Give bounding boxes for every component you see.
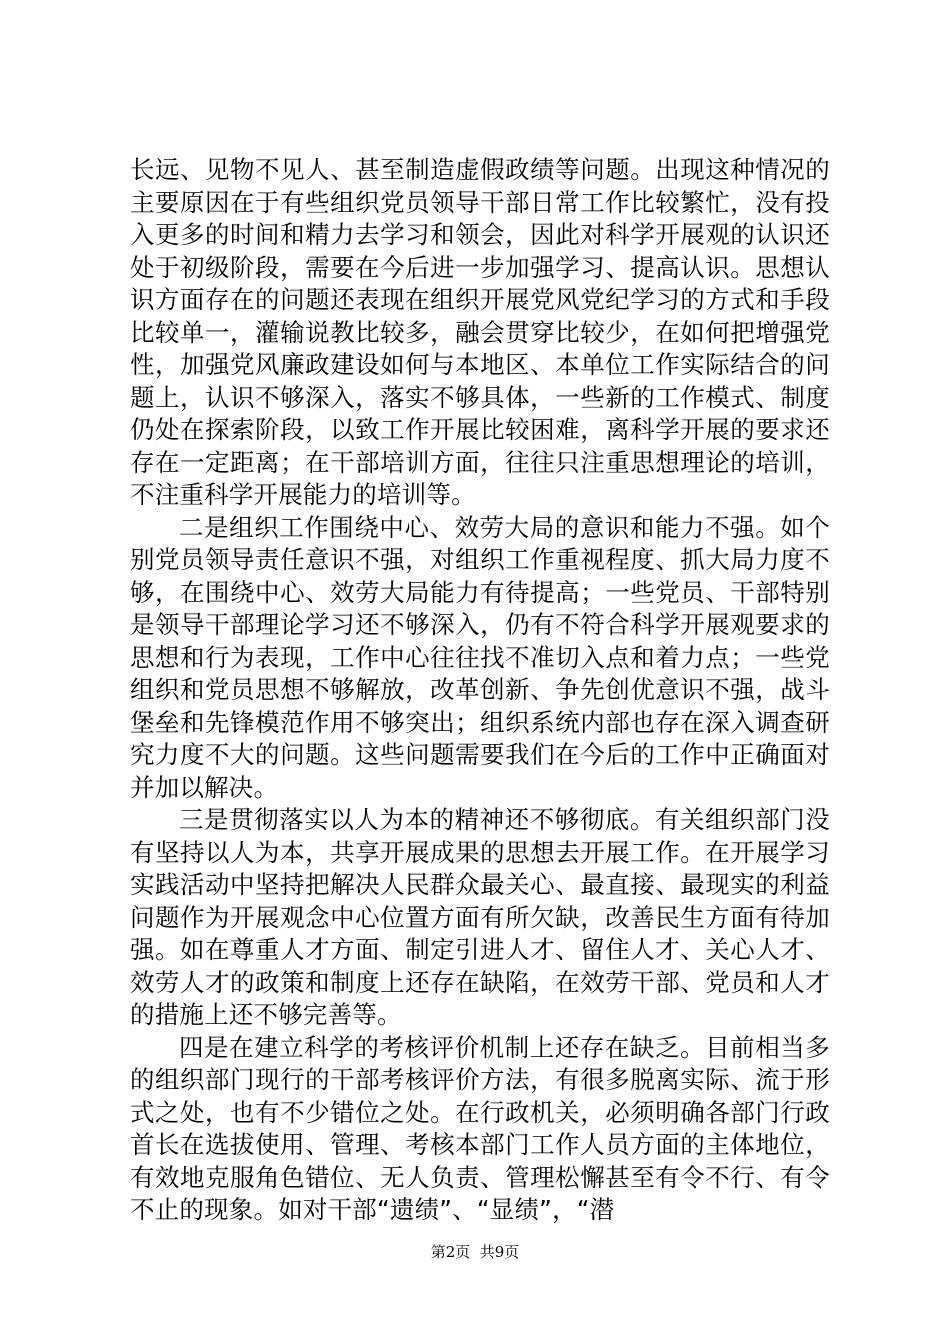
paragraph-3: 三是贯彻落实以人为本的精神还不够彻底。有关组织部门没有坚持以人为本，共享开展成果的思想去开展工作。在开展学习实践活动中坚持把解决人民群众最关心、最直接、最现实的利益问题作为开展观念中心位置方面有所欠缺，改善民生方面有待加强。如在尊重人才方面、制定引进人才、留住人才、关心人才、效劳人才的政策和制度上还存在缺陷，在效劳干部、党员和人才的措施上还不够完善等。 <box>130 805 830 1029</box>
page-footer <box>0 1242 950 1262</box>
paragraph-4: 四是在建立科学的考核评价机制上还存在缺乏。目前相当多的组织部门现行的干部考核评价方法，有很多脱离实际、流于形式之处，也有不少错位之处。在行政机关，必须明确各部门行政首长在选拔使用、管理、考核本部门工作人员方面的主体地位，有效地克服角色错位、无人负责、管理松懈甚至有令不行、有令不止的现象。如对干部“遗绩”、“显绩”，“潜 <box>130 1032 830 1224</box>
paragraph-2: 二是组织工作围绕中心、效劳大局的意识和能力不强。如个别党员领导责任意识不强，对组织工作重视程度、抓大局力度不够，在围绕中心、效劳大局能力有待提高；一些党员、干部特别是领导干部理论学习还不够深入，仍有不符合科学开展观要求的思想和行为表现，工作中心往往找不准切入点和着力点；一些党组织和党员思想不够解放，改革创新、争先创优意识不强，战斗堡垒和先锋模范作用不够突出；组织系统内部也存在深入调查研究力度不大的问题。这些问题需要我们在今后的工作中正确面对并加以解决。 <box>130 512 830 802</box>
body-text <box>130 154 830 1227</box>
paragraph-1: 长远、见物不见人、甚至制造虚假政绩等问题。出现这种情况的主要原因在于有些组织党员领导干部日常工作比较繁忙，没有投入更多的时间和精力去学习和领会，因此对科学开展观的认识还处于初级阶段，需要在今后进一步加强学习、提高认识。思想认识方面存在的问题还表现在组织开展党风党纪学习的方式和手段比较单一，灌输说教比较多，融会贯穿比较少，在如何把增强党性，加强党风廉政建设如何与本地区、本单位工作实际结合的问题上，认识不够深入，落实不够具体，一些新的工作模式、制度仍处在探索阶段，以致工作开展比较困难，离科学开展的要求还存在一定距离；在干部培训方面，往往只注重思想理论的培训，不注重科学开展能力的培训等。 <box>130 155 830 509</box>
page-number: 第2页 共9页 <box>430 1243 520 1261</box>
